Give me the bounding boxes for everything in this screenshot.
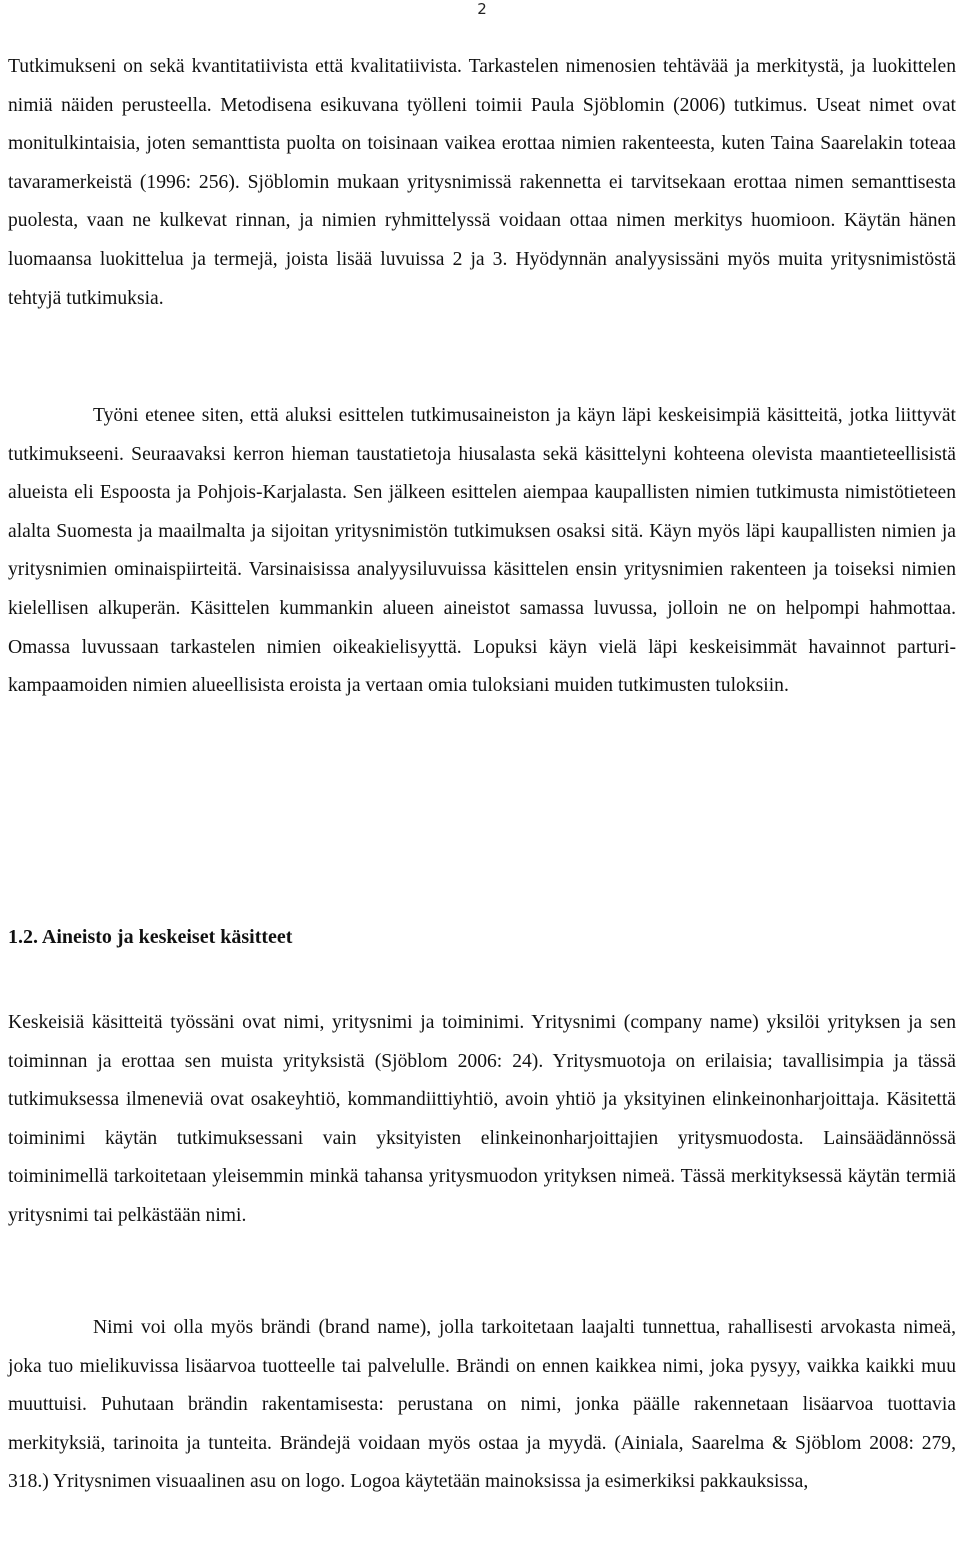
page-number: 2 xyxy=(477,0,487,18)
intro-paragraph-block xyxy=(8,48,956,318)
terms-paragraph-block xyxy=(8,1004,956,1236)
paragraph-thesis-structure: Työni etenee siten, että aluksi esittelen tutkimusaineiston ja käyn läpi keskeisimpiä käsitteitä, jotka liittyvät tutkimukseeni. Seuraavaksi kerron hieman taustatietoja hiusalasta sekä käsittelyni kohteena olevista maantieteellisistä alueista eli Espoosta ja Pohjois-Karjalasta. Sen jälkeen esittelen aiempaa kaupallisten nimien tutkimusta nimistötieteen alalta Suomesta ja maailmalta ja sijoitan yritysnimistön tutkimuksen osaksi sitä. Käyn myös läpi kaupallisten nimien ja yritysnimien ominaispiirteitä. Varsinaisissa analyysiluvuissa käsittelen ensin yritysnimien rakenteen ja toiseksi nimien kielellisen alkuperän. Käsittelen kummankin alueen aineistot samassa luvussa, jolloin ne on helpompi hahmottaa. Omassa luvussaan tarkastelen nimien oikeakielisyyttä. Lopuksi käyn vielä läpi keskeisimmät havainnot parturi-kampaamoiden nimien alueellisista eroista ja vertaan omia tuloksiani muiden tutkimusten tuloksiin. xyxy=(8,405,956,697)
paragraph-research-method: Tutkimukseni on sekä kvantitatiivista että kvalitatiivista. Tarkastelen nimenosien tehtävää ja merkitystä, ja luokittelen nimiä näiden perusteella. Metodisena esikuvana työlleni toimii Paula Sjöblomin (2006) tutkimus. Useat nimet ovat monitulkintaisia, joten semanttista puolta on toisinaan vaikea erottaa nimien rakenteesta, kuten Taina Saarelakin toteaa tavaramerkeistä (1996: 256). Sjöblomin mukaan yritysnimissä rakennetta ei tarvitsekaan erottaa nimen semanttisesta puolesta, vaan ne kulkevat rinnan, ja nimien ryhmittelyssä voidaan ottaa nimen merkitys huomioon. Käytän hänen luomaansa luokittelua ja termejä, joista lisää luvuissa 2 ja 3. Hyödynnän analyysissäni myös muita yritysnimistöstä tehtyjä tutkimuksia. xyxy=(8,56,956,309)
paragraph-brand-name: Nimi voi olla myös brändi (brand name), jolla tarkoitetaan laajalti tunnettua, rahallisesti arvokasta nimeä, joka tuo mielikuvissa lisäarvoa tuotteelle tai palvelulle. Brändi on ennen kaikkea nimi, joka pysyy, vaikka kaikki muu muuttuisi. Puhutaan brändin rakentamisesta: perustana on nimi, jonka päälle rakennetaan lisäarvoa tuottavia merkityksiä, tarinoita ja tunteita. Brändejä voidaan myös ostaa ja myydä. (Ainiala, Saarelma & Sjöblom 2008: 279, 318.) Yritysnimen visuaalinen asu on logo. Logoa käytetään mainoksissa ja esimerkiksi pakkauksissa, xyxy=(8,1317,956,1493)
brand-paragraph-block xyxy=(8,1309,956,1502)
paragraph-key-concepts: Keskeisiä käsitteitä työssäni ovat nimi, yritysnimi ja toiminimi. Yritysnimi (company name) yksilöi yrityksen ja sen toiminnan ja erottaa sen muista yrityksistä (Sjöblom 2006: 24). Yritysmuotoja on erilaisia; tavallisimpia ja tässä tutkimuksessa ilmeneviä ovat osakeyhtiö, kommandiittiyhtiö, avoin yhtiö ja yksityinen elinkeinonharjoittaja. Käsitettä toiminimi käytän tutkimuksessani vain yksityisten elinkeinonharjoittajien yritysmuodosta. Lainsäädännössä toiminimellä tarkoitetaan yleisemmin minkä tahansa yritysmuodon yrityksen nimeä. Tässä merkityksessä käytän termiä yritysnimi tai pelkästään nimi. xyxy=(8,1012,956,1226)
structure-paragraph-block xyxy=(8,397,956,706)
section-title: Aineisto ja keskeiset käsitteet xyxy=(41,926,293,948)
section-heading xyxy=(8,918,908,956)
section-number: 1.2. xyxy=(8,926,38,948)
